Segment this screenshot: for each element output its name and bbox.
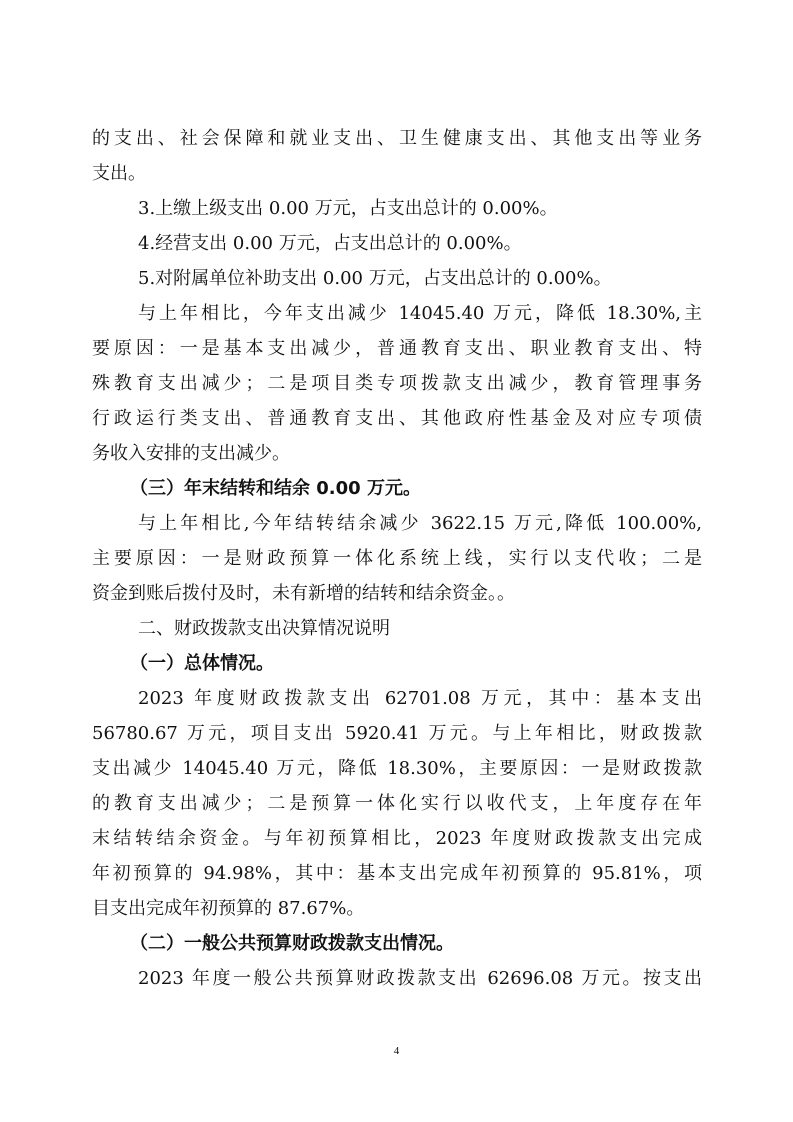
paragraph-line: 务收入安排的支出减少。 xyxy=(92,443,290,464)
paragraph-line: 要原因：一是基本支出减少，普通教育支出、职业教育支出、特 xyxy=(92,338,702,359)
paragraph-line: 目支出完成年初预算的 87.67%。 xyxy=(92,898,365,919)
paragraph-line: 2023 年度财政拨款支出 62701.08 万元，其中：基本支出 xyxy=(138,688,702,709)
paragraph-line: 与上年相比,今年结转结余减少 3622.15 万元,降低 100.00%, xyxy=(138,513,702,534)
paragraph-line: 末结转结余资金。与年初预算相比，2023 年度财政拨款支出完成 xyxy=(92,828,702,849)
paragraph-line: 行政运行类支出、普通教育支出、其他政府性基金及对应专项债 xyxy=(92,408,702,429)
paragraph-line: 5.对附属单位补助支出 0.00 万元，占支出总计的 0.00%。 xyxy=(138,268,612,289)
section-heading: （一）总体情况。 xyxy=(130,653,274,674)
paragraph-line: 3.上缴上级支出 0.00 万元，占支出总计的 0.00%。 xyxy=(138,198,558,219)
paragraph-line: 殊教育支出减少；二是项目类专项拨款支出减少，教育管理事务 xyxy=(92,373,702,394)
section-heading: （二）一般公共预算财政拨款支出情况。 xyxy=(130,933,454,954)
page-number: 4 xyxy=(393,1045,400,1057)
paragraph-line: 支出减少 14045.40 万元，降低 18.30%，主要原因：一是财政拨款 xyxy=(92,758,702,779)
paragraph-line: 56780.67 万元，项目支出 5920.41 万元。与上年相比，财政拨款 xyxy=(92,723,702,744)
paragraph-line: 年初预算的 94.98%，其中：基本支出完成年初预算的 95.81%，项 xyxy=(92,863,702,884)
paragraph-line: 支出。 xyxy=(92,163,146,184)
paragraph-line: 2023 年度一般公共预算财政拨款支出 62696.08 万元。按支出 xyxy=(138,968,702,989)
paragraph-line: 资金到账后拨付及时，未有新增的结转和结余资金。。 xyxy=(92,583,515,604)
chapter-heading: 二、财政拨款支出决算情况说明 xyxy=(138,618,390,639)
paragraph-line: 4.经营支出 0.00 万元，占支出总计的 0.00%。 xyxy=(138,233,522,254)
section-heading: （三）年末结转和结余 0.00 万元。 xyxy=(130,478,421,499)
paragraph-line: 与上年相比，今年支出减少 14045.40 万元，降低 18.30%,主 xyxy=(138,303,702,324)
paragraph-line: 的支出、社会保障和就业支出、卫生健康支出、其他支出等业务 xyxy=(92,128,702,149)
paragraph-line: 的教育支出减少；二是预算一体化实行以收代支，上年度存在年 xyxy=(92,793,702,814)
paragraph-line: 主要原因：一是财政预算一体化系统上线，实行以支代收；二是 xyxy=(92,548,702,569)
